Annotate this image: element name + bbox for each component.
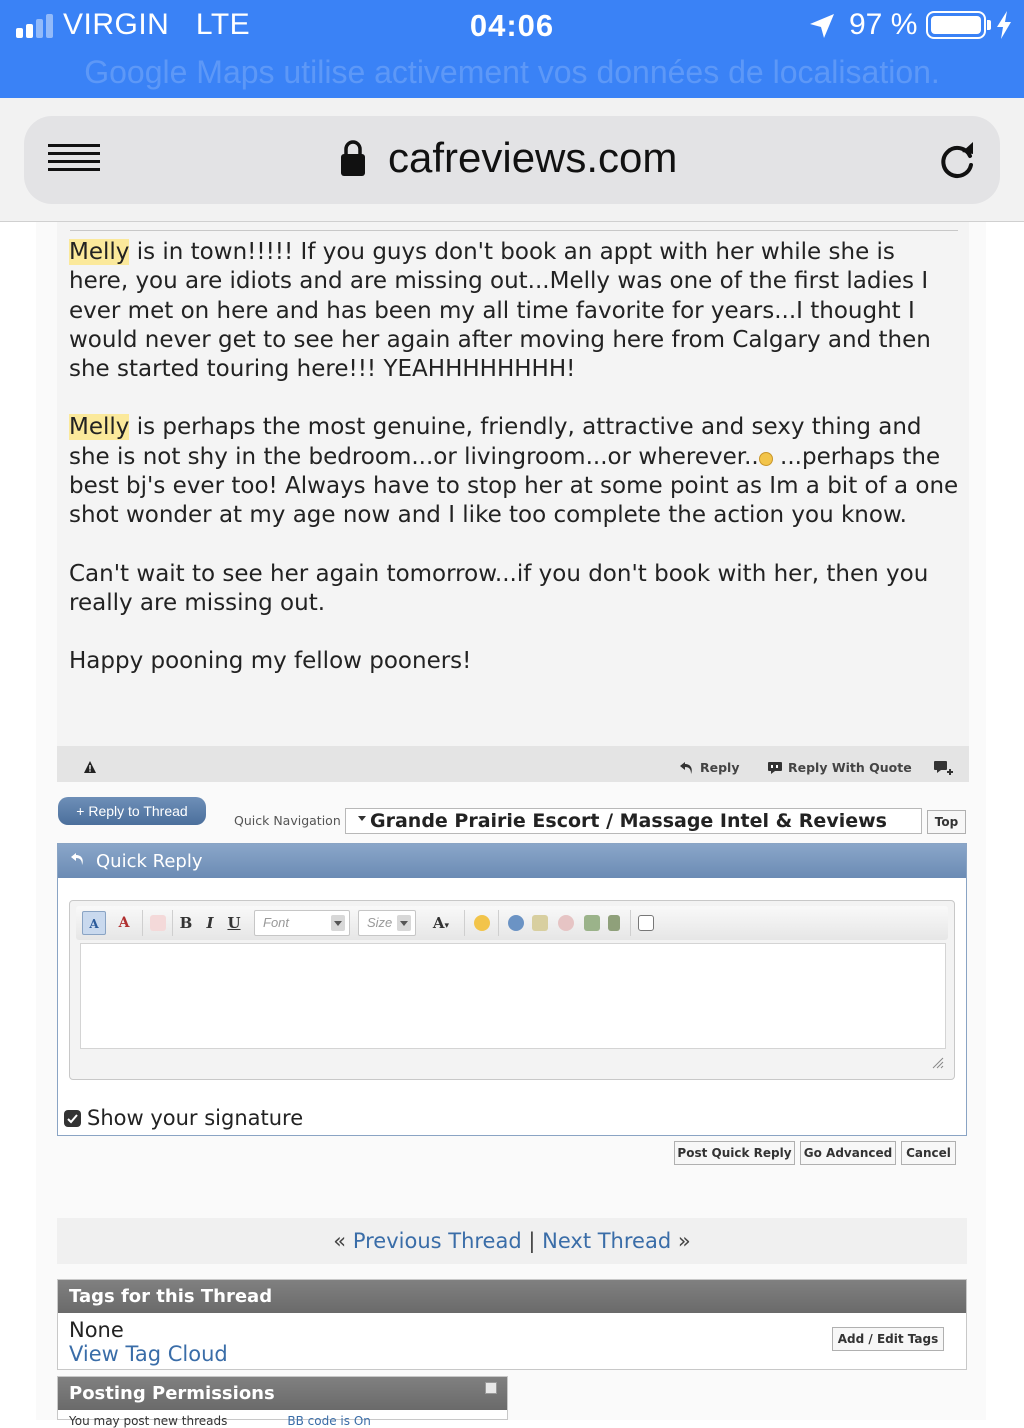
insert-link-icon[interactable] [508,915,524,931]
quote-icon [767,761,783,775]
location-arrow-icon [808,12,836,40]
battery-percent: 97 % [849,8,918,41]
view-tag-cloud-link[interactable]: View Tag Cloud [69,1342,228,1366]
highlighted-name: Melly [69,239,130,265]
smilies-icon[interactable] [474,915,490,931]
reply-button[interactable]: Reply [679,760,739,775]
bold-icon[interactable]: B [179,914,193,932]
size-select[interactable]: Size [358,910,416,936]
reload-icon[interactable] [936,138,980,182]
collapse-icon[interactable] [485,1382,497,1394]
permissions-text: You may post new threads BB code is On [69,1414,371,1428]
lock-icon [340,138,366,178]
underline-icon[interactable]: U [227,914,241,932]
post-paragraph: Melly is perhaps the most genuine, friendly, attractive and sexy thing and she is not shy in the bedroom...or livingroom...or wherever.. ...perhaps the best bj's ever too! Always have to stop her at some point as Im a bit of a one shot wonder at my age now and I like too complete the action you know. [69,414,959,529]
reply-with-quote-button[interactable]: Reply With Quote [767,760,912,775]
chevron-down-icon [358,816,366,821]
reply-to-thread-button[interactable]: + Reply to Thread [58,797,206,825]
post-paragraph: Happy pooning my fellow pooners! [69,648,472,675]
posting-permissions-panel [57,1376,508,1428]
post-paragraph: Melly is in town!!!!! If you guys don't book an appt with her while she is here, you are idiots and are missing out...Melly was one of the first ladies I ever met on here and has been my all time favorite for years...I thought I would never get to see her again after moving here from Calgary and then she started touring here!!! YEAHHHHHHHH! [69,239,931,383]
permissions-header: Posting Permissions [58,1377,507,1410]
reply-arrow-icon [679,761,695,775]
url-text[interactable]: cafreviews.com [388,134,678,181]
post-quick-reply-button[interactable]: Post Quick Reply [674,1141,795,1165]
unlink-icon[interactable] [558,915,574,931]
battery-icon [926,11,986,39]
thread-navigation: « Previous Thread | Next Thread » [57,1218,967,1264]
switch-editor-mode-icon[interactable]: A [82,911,106,935]
italic-icon[interactable]: I [206,914,214,932]
signature-checkbox[interactable] [64,1110,81,1127]
tags-panel [57,1279,967,1370]
font-select[interactable]: Font [254,910,350,936]
carrier-label: VIRGIN LTE [63,8,251,41]
address-bar[interactable] [24,116,1000,204]
quote-icon[interactable] [638,915,654,931]
previous-thread-link[interactable]: Previous Thread [352,1229,522,1253]
go-advanced-button[interactable]: Go Advanced [800,1141,896,1165]
email-link-icon[interactable] [532,915,548,931]
editor [69,900,955,1080]
top-button[interactable]: Top [927,810,966,834]
quick-navigation-select[interactable]: Grande Prairie Escort / Massage Intel & Reviews [345,808,922,834]
checkmark-icon [66,1112,79,1125]
cancel-button[interactable]: Cancel [901,1141,956,1165]
message-textarea[interactable] [80,943,946,1049]
post-body [69,238,959,706]
reply-arrow-icon [70,852,86,866]
post-paragraph: Can't wait to see her again tomorrow...if you don't book with her, then you really are missing out. [69,560,929,616]
clock: 04:06 [469,8,555,43]
report-icon[interactable] [83,760,97,774]
remove-format-icon[interactable]: A [118,915,130,931]
tags-value: None [69,1318,124,1342]
insert-video-icon[interactable] [608,915,620,931]
post-divider [70,230,958,231]
paste-icon[interactable] [150,915,166,931]
add-edit-tags-button[interactable]: Add / Edit Tags [832,1327,944,1351]
signature-label: Show your signature [87,1106,304,1130]
quick-navigation-label: Quick Navigation [234,813,341,828]
quick-reply-header [58,844,966,878]
charging-bolt-icon [994,10,1014,40]
highlighted-name: Melly [69,414,130,441]
multi-quote-icon[interactable] [933,760,955,776]
insert-image-icon[interactable] [584,915,600,931]
tags-header: Tags for this Thread [58,1280,966,1313]
browser-bar [0,98,1024,222]
location-banner[interactable]: Google Maps utilise activement vos données de localisation. [84,54,940,90]
text-color-icon[interactable]: A▾ [432,914,450,932]
menu-icon[interactable] [48,144,100,178]
status-bar [0,0,1024,98]
post-footer [57,746,969,782]
smiley-icon [759,452,773,466]
quick-reply-title: Quick Reply [96,851,203,872]
editor-toolbar [76,906,948,940]
quick-reply-panel [57,843,967,1136]
resize-handle-icon[interactable] [932,1057,944,1069]
next-thread-link[interactable]: Next Thread [542,1229,672,1253]
